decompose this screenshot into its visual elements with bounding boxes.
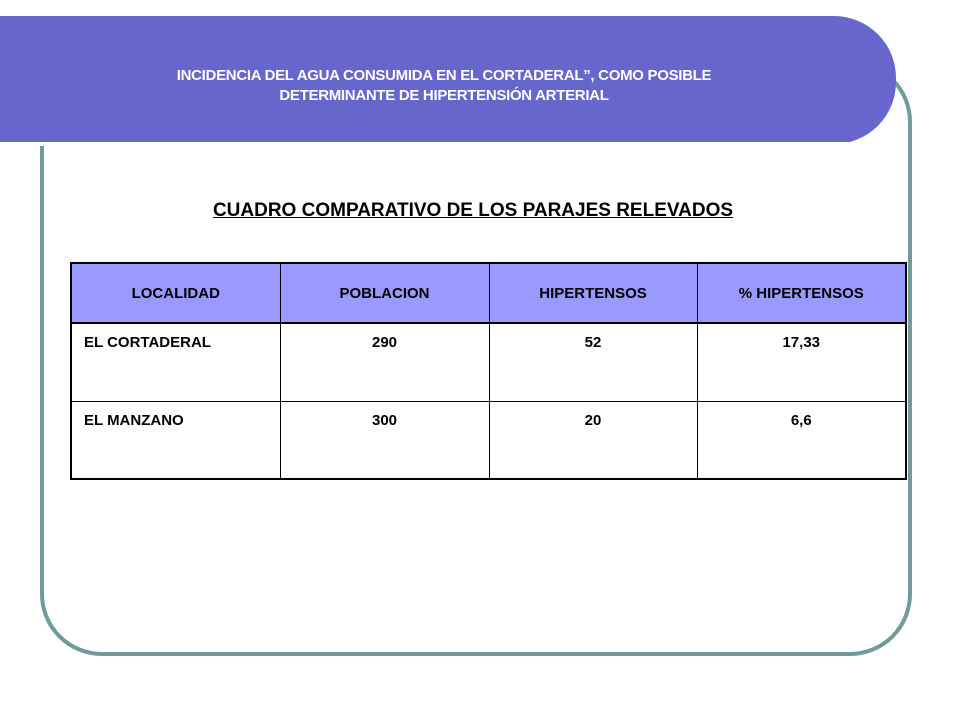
header-divider (0, 142, 848, 146)
slide-title (40, 66, 848, 106)
title-line-2: DETERMINANTE DE HIPERTENSIÓN ARTERIAL (279, 87, 609, 104)
cell-percent-hipertensos: 6,6 (697, 401, 906, 479)
column-header-hipertensos: HIPERTENSOS (489, 263, 697, 323)
cell-localidad: EL CORTADERAL (71, 323, 280, 401)
column-header-localidad: LOCALIDAD (71, 263, 280, 323)
cell-poblacion: 290 (280, 323, 489, 401)
column-header-percent-hipertensos: % HIPERTENSOS (697, 263, 906, 323)
cell-hipertensos: 52 (489, 323, 697, 401)
table-row (71, 401, 906, 479)
table-caption: CUADRO COMPARATIVO DE LOS PARAJES RELEVADOS (212, 200, 734, 221)
comparison-table (70, 262, 907, 480)
cell-hipertensos: 20 (489, 401, 697, 479)
cell-poblacion: 300 (280, 401, 489, 479)
cell-percent-hipertensos: 17,33 (697, 323, 906, 401)
table-row (71, 323, 906, 401)
column-header-poblacion: POBLACION (280, 263, 489, 323)
cell-localidad: EL MANZANO (71, 401, 280, 479)
header-banner (0, 16, 896, 144)
table-header-row (71, 263, 906, 323)
title-line-1: INCIDENCIA DEL AGUA CONSUMIDA EN EL CORTADERAL”, COMO POSIBLE (176, 67, 712, 84)
